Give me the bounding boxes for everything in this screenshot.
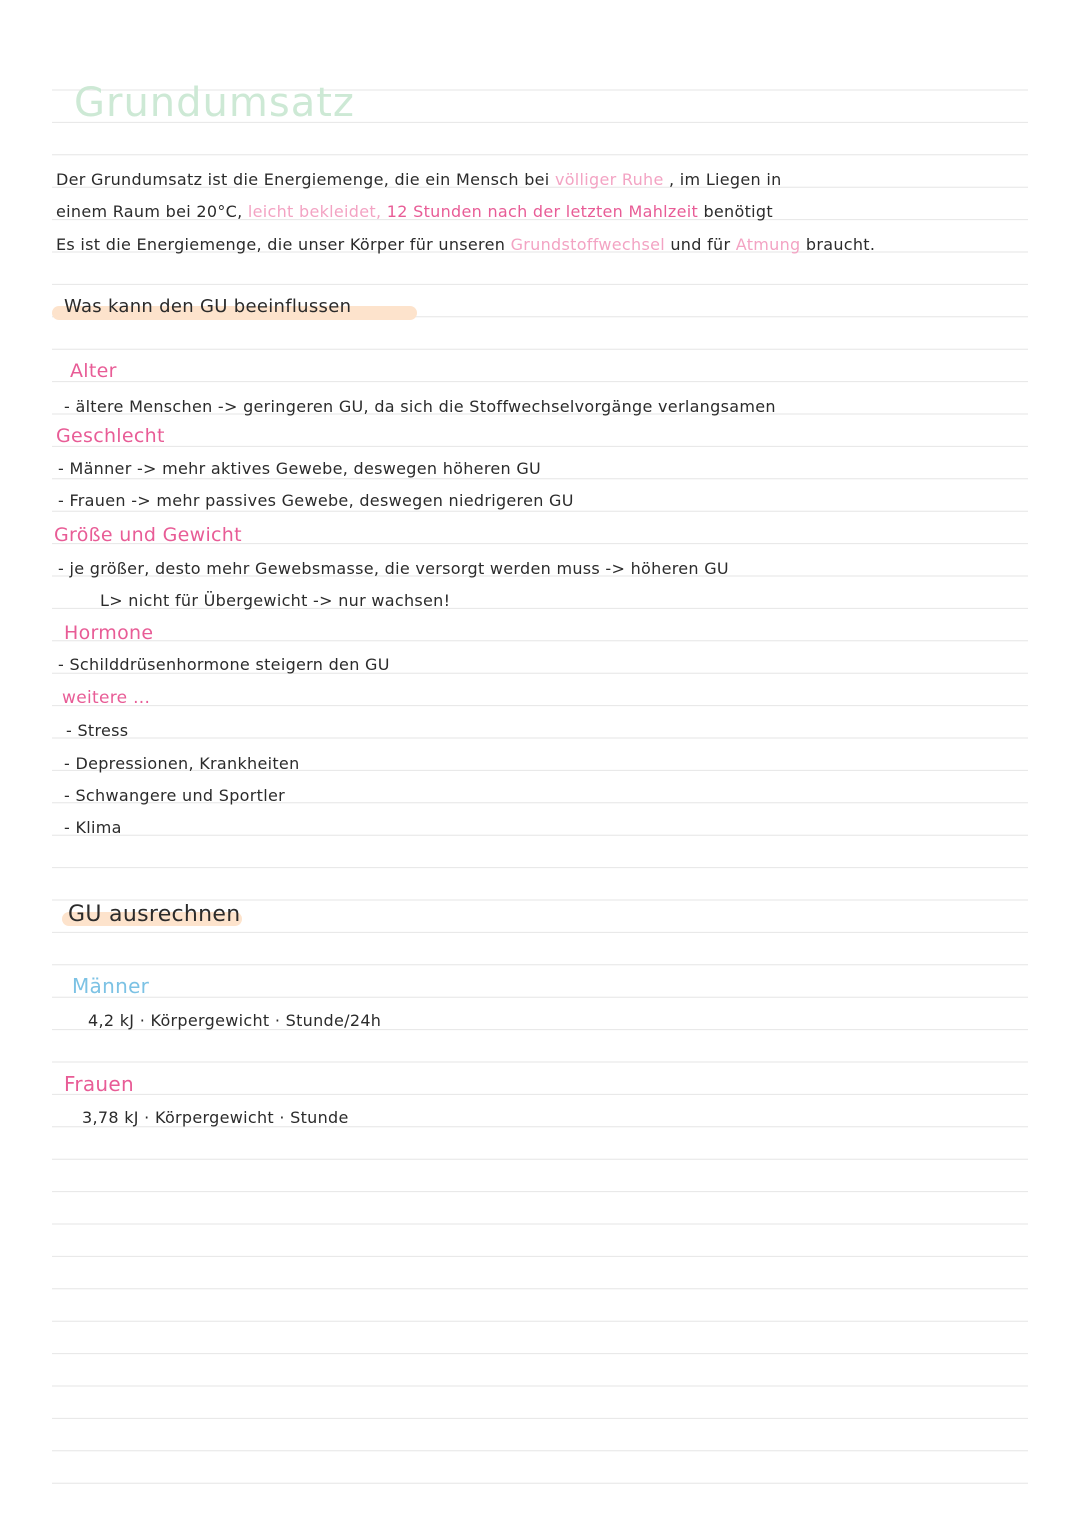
intro-line-2-text: einem Raum bei 20°C,: [56, 202, 243, 221]
intro-line-2: [56, 202, 773, 221]
intro-line-2-end: benötigt: [703, 202, 773, 221]
intro-line-3: [56, 235, 876, 254]
intro-line-1: [56, 170, 782, 189]
intro-line-1-text: Der Grundumsatz ist die Energiemenge, die ein Mensch bei: [56, 170, 550, 189]
factor-heading-geschlecht: Geschlecht: [56, 425, 165, 447]
factor-heading-alter: Alter: [70, 360, 117, 382]
intro-term-12-stunden: 12 Stunden nach der letzten Mahlzeit: [386, 202, 699, 221]
page-title: Grundumsatz: [74, 80, 355, 126]
intro-term-leicht-bekleidet: leicht bekleidet,: [247, 202, 382, 221]
factor-heading-groesse: Größe und Gewicht: [54, 524, 242, 546]
factor-alter-item-1: - ältere Menschen -> geringeren GU, da sich die Stoffwechselvorgänge verlangsamen: [64, 397, 776, 416]
factor-weitere-item-3: - Schwangere und Sportler: [64, 786, 285, 805]
intro-line-3-mid: und für: [670, 235, 731, 254]
factor-groesse-item-1: - je größer, desto mehr Gewebsmasse, die versorgt werden muss -> höheren GU: [58, 559, 729, 578]
intro-term-atmung: Atmung: [735, 235, 801, 254]
calc-maenner-formula: 4,2 kJ · Körpergewicht · Stunde/24h: [88, 1011, 382, 1030]
intro-line-3-text: Es ist die Energiemenge, die unser Körper für unseren: [56, 235, 506, 254]
calc-frauen-label: Frauen: [64, 1072, 134, 1096]
calc-maenner-label: Männer: [72, 974, 150, 998]
factor-hormone-item-1: - Schilddrüsenhormone steigern den GU: [58, 655, 390, 674]
intro-term-grundstoffwechsel: Grundstoffwechsel: [510, 235, 665, 254]
factor-heading-weitere: weitere ...: [62, 688, 151, 708]
factor-weitere-item-1: - Stress: [66, 721, 129, 740]
influence-heading: Was kann den GU beeinflussen: [64, 296, 352, 317]
factor-geschlecht-item-2: - Frauen -> mehr passives Gewebe, deswegen niedrigeren GU: [58, 491, 574, 510]
factor-geschlecht-item-1: - Männer -> mehr aktives Gewebe, deswegen höheren GU: [58, 459, 542, 478]
factor-weitere-item-4: - Klima: [64, 818, 122, 837]
intro-line-3-end: braucht.: [805, 235, 876, 254]
calc-frauen-formula: 3,78 kJ · Körpergewicht · Stunde: [82, 1108, 349, 1127]
factor-weitere-item-2: - Depressionen, Krankheiten: [64, 754, 300, 773]
factor-heading-hormone: Hormone: [64, 622, 154, 644]
intro-line-1-end: , im Liegen in: [669, 170, 782, 189]
calc-heading: GU ausrechnen: [68, 902, 241, 927]
intro-term-voelliger-ruhe: völliger Ruhe: [554, 170, 664, 189]
factor-groesse-item-2: L> nicht für Übergewicht -> nur wachsen!: [100, 591, 451, 610]
